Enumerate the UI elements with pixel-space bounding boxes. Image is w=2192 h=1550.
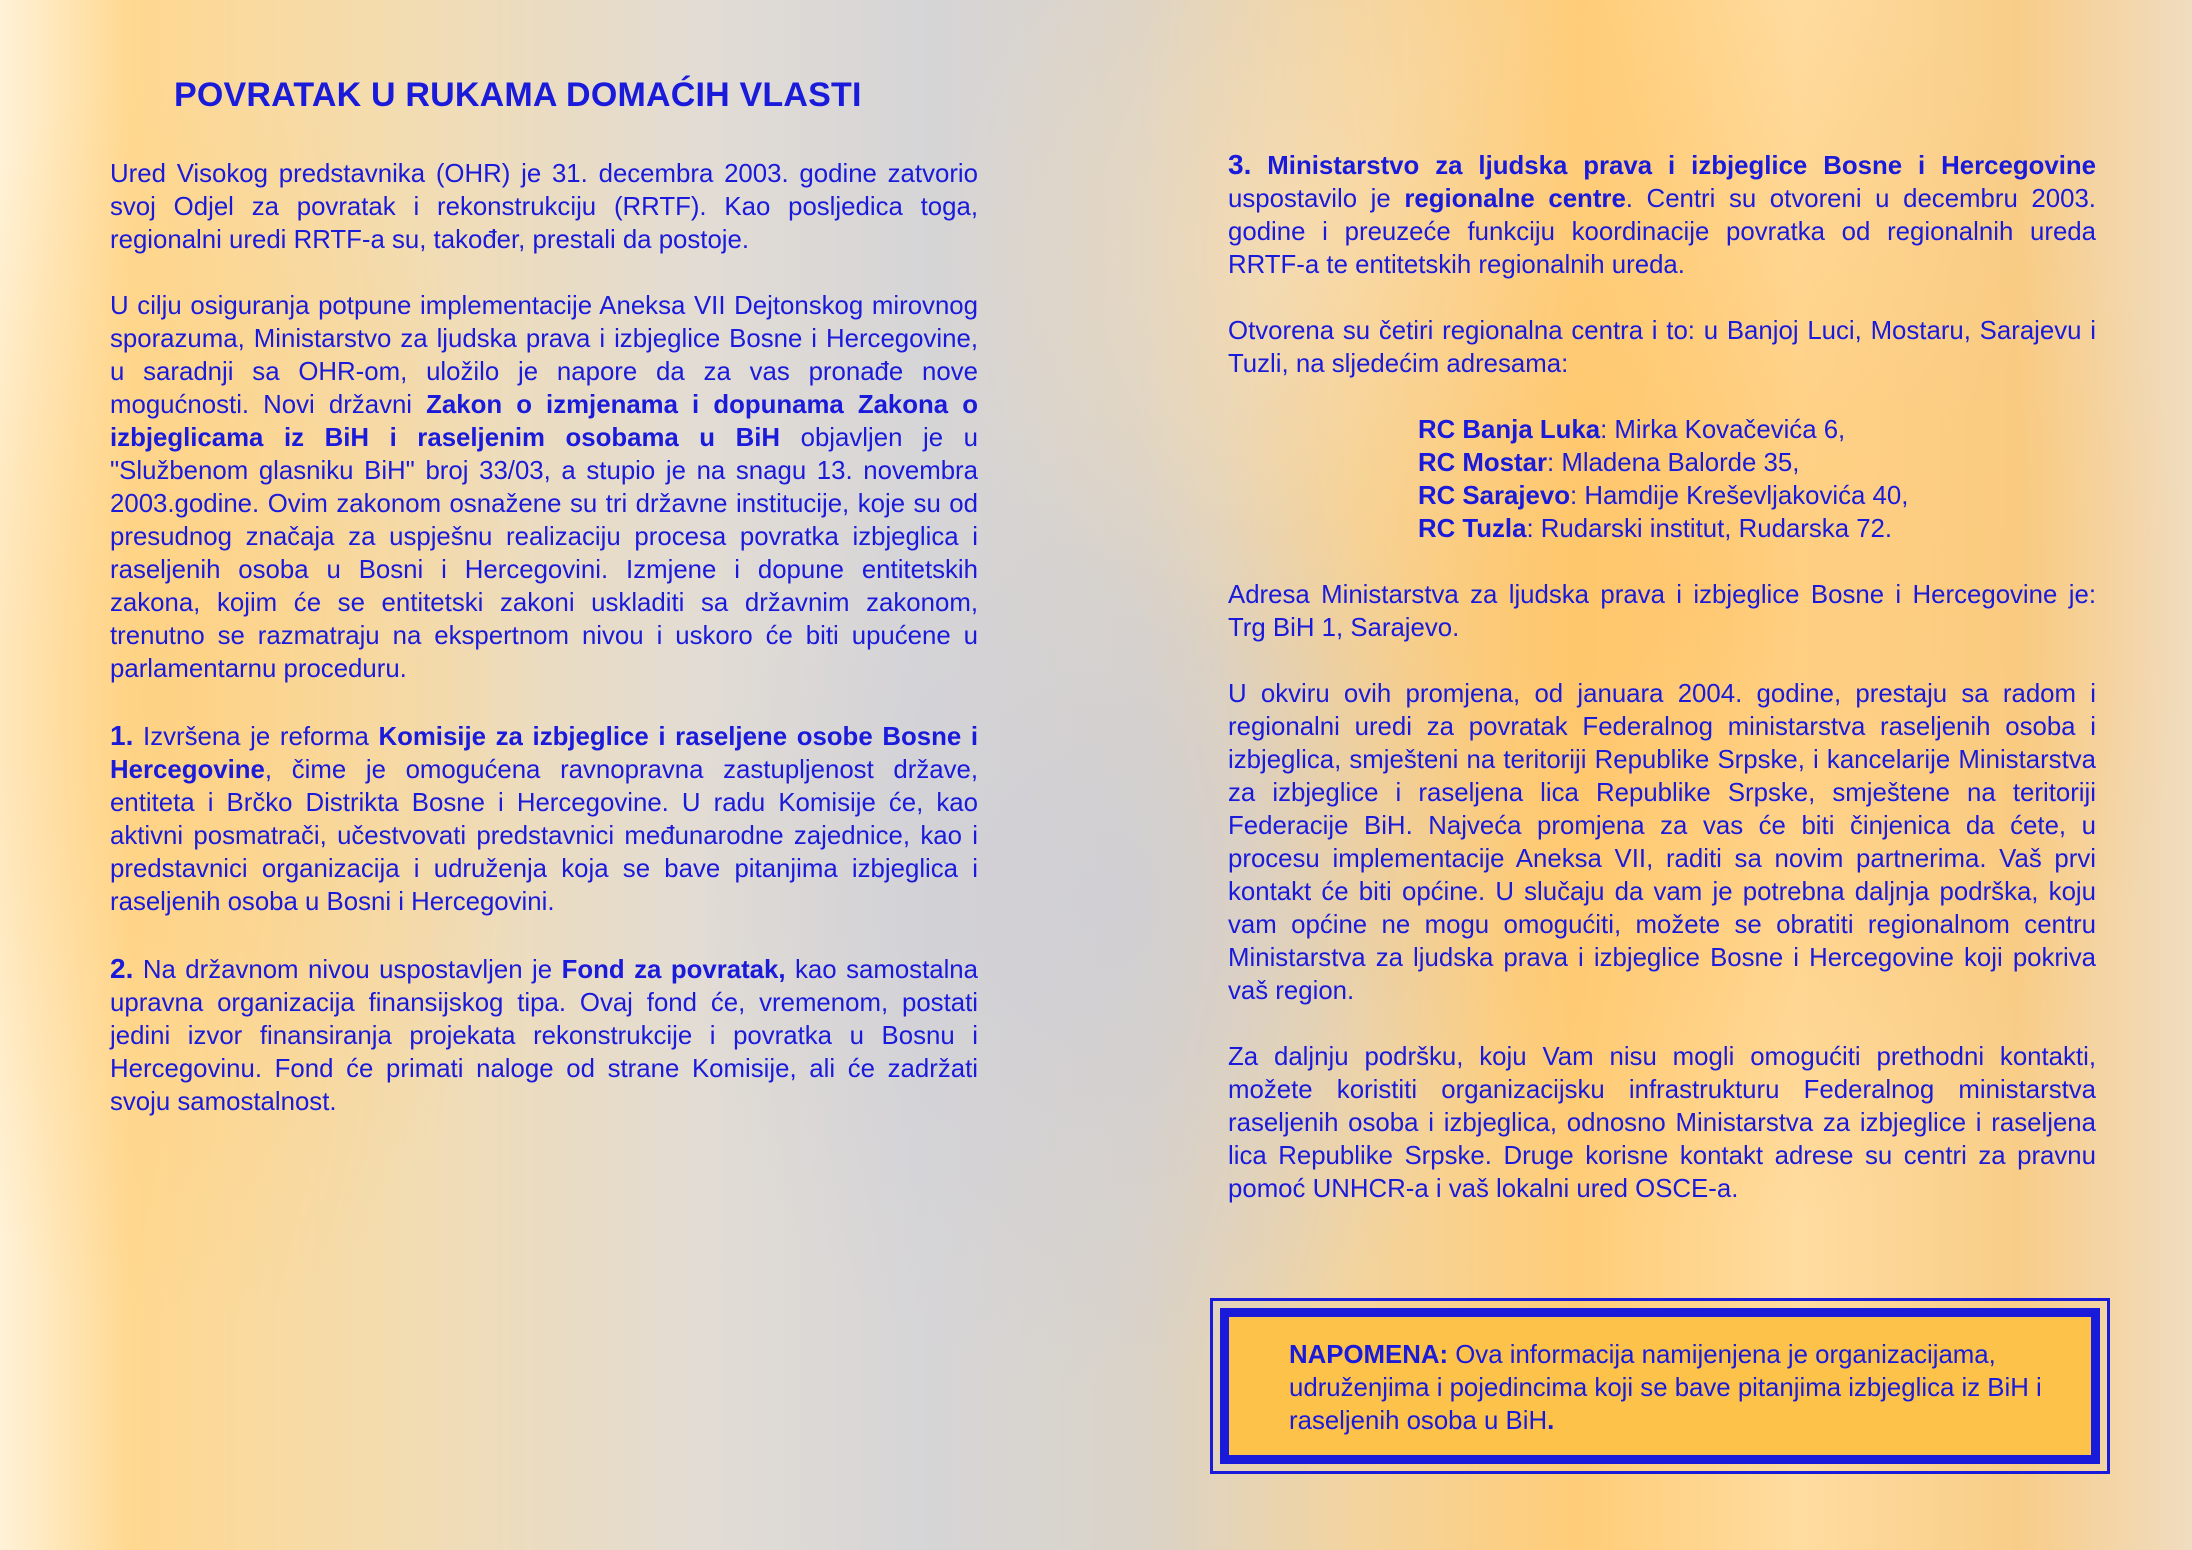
item-2-text-c: kao samostalna upravna organizacija finansijskog tipa. Ovaj fond će, vremenom, postati jedini izvor finansiranja projekata rekonstrukcije i povratka u Bosnu i Hercegovinu. Fond će primati naloge od strane Komisije, ali će zadržati svoju samostalnost. — [110, 956, 979, 1116]
note-label: NAPOMENA: — [1289, 1341, 1449, 1369]
note-end: . — [1547, 1407, 1555, 1435]
rc-address: : Rudarski institut, Rudarska 72. — [1526, 515, 1893, 543]
law-title: Zakon o izmjenama i dopunama Zakona o izbjeglicama iz BiH i raseljenim osobama u BiH — [110, 391, 978, 452]
regional-centres-list — [1418, 414, 2096, 546]
item-2-text-a: Na državnom nivou uspostavljen je — [133, 956, 562, 984]
item-1-text-a: Izvršena je reforma — [133, 723, 379, 751]
item-1-commission: Komisije za izbjeglice i raseljene osobe Bosne i Hercegovine — [110, 723, 978, 784]
item-3-paragraph — [1228, 148, 2096, 282]
rc-sarajevo — [1418, 480, 2096, 513]
rc-name: RC Tuzla — [1418, 515, 1527, 543]
item-2-number: 2. — [110, 953, 134, 984]
page-title: POVRATAK U RUKAMA DOMAĆIH VLASTI — [174, 76, 862, 114]
rc-address: : Hamdije Kreševljakovića 40, — [1570, 482, 1909, 510]
item-1-paragraph — [110, 719, 978, 919]
rc-address: : Mladena Balorde 35, — [1547, 449, 1800, 477]
rc-name: RC Banja Luka — [1418, 416, 1601, 444]
item-3-regional-centres: regionalne centre — [1404, 185, 1626, 213]
further-support-paragraph: Za daljnju podršku, koju Vam nisu mogli omogućiti prethodni kontakti, možete koristiti organizacijsku infrastrukturu Federalnog ministarstva raseljenih osoba i izbjeglica, odnosno Ministarstva za izbjeglice i raseljena lica Republike Srpske. Druge korisne kontakt adrese su centri za pravnu pomoć UNHCR-a i vaš lokalni ured OSCE-a. — [1228, 1043, 2096, 1203]
note-content — [1220, 1308, 2100, 1464]
item-3-text-b: uspostavilo je — [1228, 185, 1405, 213]
rc-mostar — [1418, 447, 2096, 480]
item-3-text-d: . Centri su otvoreni u decembru 2003. godine i preuzeće funkciju koordinacije povratka od regionalnih ureda RRTF-a te entitetskih regionalnih ureda. — [1228, 185, 2096, 279]
law-text-a: U cilju osiguranja potpune implementacije Aneksa VII Dejtonskog mirovnog sporazuma, Ministarstvo za ljudska prava i izbjeglice Bosne i Hercegovine, u saradnji sa OHR-om, uložilo je napore da za vas pronađe nove mogućnosti. Novi državni — [110, 292, 978, 419]
intro-paragraph: Ured Visokog predstavnika (OHR) je 31. decembra 2003. godine zatvorio svoj Odjel za povratak i rekonstrukciju (RRTF). Kao posljedica toga, regionalni uredi RRTF-a su, također, prestali da postoje. — [110, 160, 978, 254]
right-column — [1228, 148, 2096, 1239]
item-3-ministry: Ministarstvo za ljudska prava i izbjeglice Bosne i Hercegovine — [1251, 152, 2096, 180]
ministry-address-paragraph: Adresa Ministarstva za ljudska prava i izbjeglice Bosne i Hercegovine je: Trg BiH 1, Sarajevo. — [1228, 581, 2096, 642]
rc-name: RC Sarajevo — [1418, 482, 1570, 510]
item-1-number: 1. — [110, 720, 134, 751]
note-box — [1210, 1298, 2110, 1474]
rc-tuzla — [1418, 513, 2096, 546]
item-1-text-c: , čime je omogućena ravnopravna zastupljenost države, entiteta i Brčko Distrikta Bosne i Hercegovine. U radu Komisije će, kao aktivni posmatrači, učestvovati predstavnici međunarodne zajednice, kao i predstavnici organizacija i udruženja koja se bave pitanjima izbjeglica i raseljenih osoba u Bosni i Hercegovini. — [110, 756, 978, 916]
left-column — [110, 158, 978, 1152]
law-text-c: objavljen je u "Službenom glasniku BiH" broj 33/03, a stupio je na snagu 13. novembra 2003.godine. Ovim zakonom osnažene su tri državne institucije, koje su od presudnog značaja za uspješnu realizaciju procesa povratka izbjeglica i raseljenih osoba u Bosni i Hercegovini. Izmjene i dopune entitetskih zakona, kojim će se entitetski zakoni uskladiti sa državnim zakonom, trenutno se razmatraju na ekspertnom nivou i uskoro će biti upućene u parlamentarnu proceduru. — [110, 424, 978, 683]
rc-name: RC Mostar — [1418, 449, 1547, 477]
item-3-number: 3. — [1228, 149, 1252, 180]
rc-banja-luka — [1418, 414, 2096, 447]
law-paragraph — [110, 290, 978, 686]
rc-address: : Mirka Kovačevića 6, — [1600, 416, 1846, 444]
item-2-paragraph — [110, 952, 978, 1119]
item-2-fund: Fond za povratak, — [561, 956, 786, 984]
note-text: Ova informacija namijenjena je organizacijama, udruženjima i pojedincima koji se bave pitanjima izbjeglica iz BiH i raseljenih osoba u BiH — [1289, 1341, 2042, 1435]
centres-intro: Otvorena su četiri regionalna centra i to: u Banjoj Luci, Mostaru, Sarajevu i Tuzli, na sljedećim adresama: — [1228, 317, 2096, 378]
changes-paragraph: U okviru ovih promjena, od januara 2004. godine, prestaju sa radom i regionalni uredi za povratak Federalnog ministarstva raseljenih osoba i izbjeglica, smješteni na teritoriji Republike Srpske, i kancelarije Ministarstva za izbjeglice i raseljena lica Republike Srpske, smještene na teritoriji Federacije BiH. Najveća promjena za vas će biti činjenica da ćete, u procesu implementacije Aneksa VII, raditi sa novim partnerima. Vaš prvi kontakt će biti općine. U slučaju da vam je potrebna daljnja podrška, koju vam općine ne mogu omogućiti, možete se obratiti regionalnom centru Ministarstva za ljudska prava i izbjeglice Bosne i Hercegovine koji pokriva vaš region. — [1228, 680, 2096, 1005]
